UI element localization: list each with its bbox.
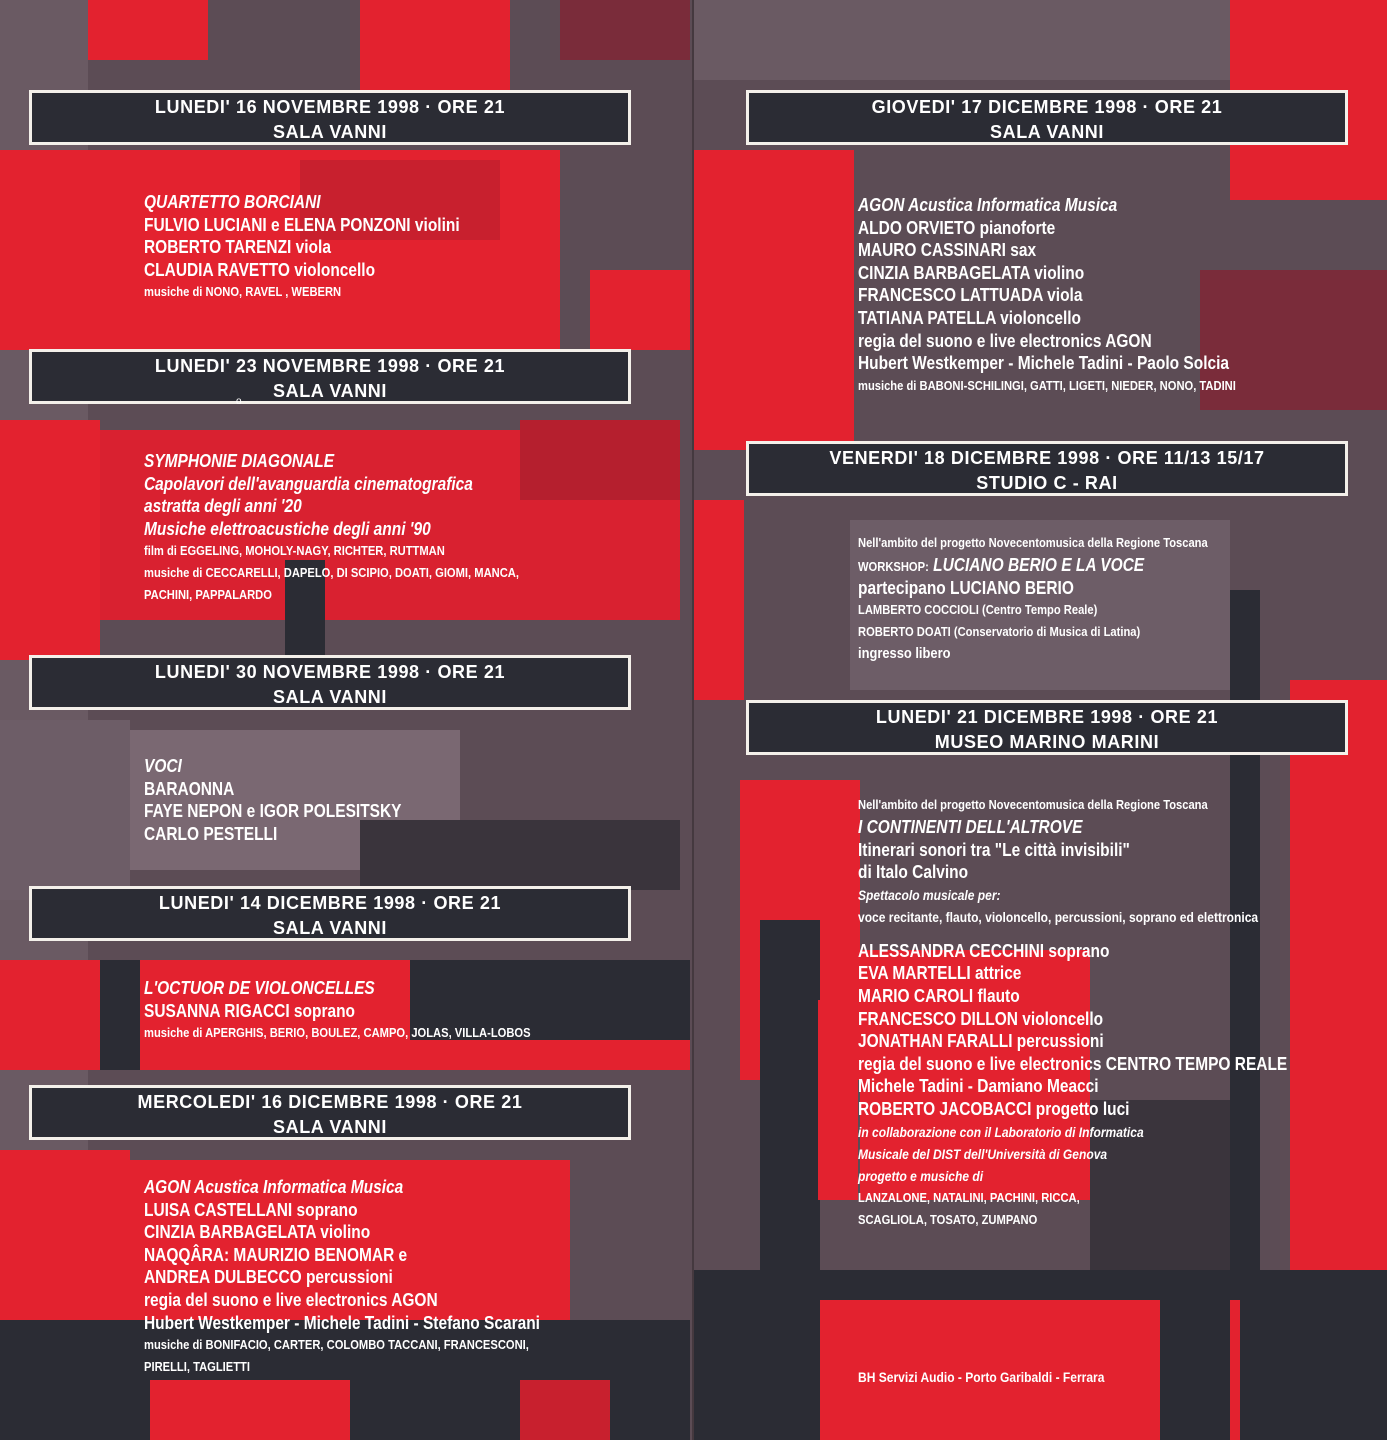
performer-line: CINZIA BARBAGELATA violino — [858, 262, 1085, 283]
header-date: LUNEDI' 16 NOVEMBRE 1998 · ORE 21 — [154, 97, 506, 117]
footer-text: BH Servizi Audio - Porto Garibaldi - Ferrara — [858, 1369, 1105, 1385]
footer-credit — [858, 1366, 1145, 1388]
stray-mark: o — [236, 396, 242, 407]
event-title: SYMPHONIE DIAGONALE — [144, 451, 335, 471]
performer-line: CARLO PESTELLI — [144, 823, 278, 844]
performer-line: EVA MARTELLI attrice — [858, 963, 1022, 984]
performer-line: ANDREA DULBECCO percussioni — [144, 1267, 393, 1288]
event-title: I CONTINENTI DELL'ALTROVE — [858, 817, 1083, 837]
participants-line: partecipano LUCIANO BERIO — [858, 577, 1074, 598]
event-title: L'OCTUOR DE VIOLONCELLES — [144, 978, 375, 998]
music-credits: PACHINI, PAPPALARDO — [144, 587, 272, 603]
event-title: QUARTETTO BORCIANI — [144, 192, 321, 212]
performer-line: JONATHAN FARALLI percussioni — [858, 1031, 1104, 1052]
header-venue: SALA VANNI — [273, 687, 387, 707]
participant-line: ROBERTO DOATI (Conservatorio di Musica di Latina) — [858, 624, 1141, 640]
header-date: LUNEDI' 21 DICEMBRE 1998 · ORE 21 — [875, 707, 1219, 727]
event-header-16-nov — [29, 90, 631, 145]
workshop-title: LUCIANO BERIO E LA VOCE — [933, 555, 1145, 575]
event-title: AGON Acustica Informatica Musica — [144, 1177, 404, 1197]
performer-line: regia del suono e live electronics AGON — [858, 330, 1152, 351]
event-header-21-dic — [746, 700, 1348, 755]
music-credits: musiche di CECCARELLI, DAPELO, DI SCIPIO, DOATI, GIOMI, MANCA, — [144, 565, 519, 581]
performer-line: FULVIO LUCIANI e ELENA PONZONI violini — [144, 214, 460, 235]
subtitle-line: Itinerari sonori tra "Le città invisibili" — [858, 839, 1130, 860]
performer-line: LUISA CASTELLANI soprano — [144, 1199, 358, 1220]
performer-line: SUSANNA RIGACCI soprano — [144, 1000, 356, 1021]
show-description: Spettacolo musicale per: — [858, 886, 1001, 903]
instrumentation: voce recitante, flauto, violoncello, percussioni, soprano ed elettronica — [858, 908, 1259, 925]
composers-label: progetto e musiche di — [858, 1167, 984, 1184]
event-details-17-dic — [858, 194, 1297, 397]
project-note: Nell'ambito del progetto Novecentomusica della Regione Toscana — [858, 535, 1208, 550]
performer-line: CLAUDIA RAVETTO violoncello — [144, 259, 376, 280]
workshop-label: WORKSHOP: — [858, 559, 929, 574]
performer-line: FAYE NEPON e IGOR POLESITSKY — [144, 801, 402, 822]
header-date: MERCOLEDI' 16 DICEMBRE 1998 · ORE 21 — [137, 1092, 523, 1112]
composers-list: LANZALONE, NATALINI, PACHINI, RICCA, — [858, 1189, 1080, 1205]
performer-line: ALDO ORVIETO pianoforte — [858, 217, 1056, 238]
header-venue: SALA VANNI — [273, 381, 387, 401]
workshop-line — [858, 554, 1208, 577]
header-venue: MUSEO MARINO MARINI — [934, 732, 1160, 752]
film-credits: film di EGGELING, MOHOLY-NAGY, RICHTER, RUTTMAN — [144, 543, 445, 559]
event-header-30-nov — [29, 655, 631, 710]
performer-line: FRANCESCO DILLON violoncello — [858, 1008, 1104, 1029]
performer-line: ROBERTO JACOBACCI progetto luci — [858, 1098, 1130, 1119]
event-header-16-dic — [29, 1085, 631, 1140]
performer-line: MAURO CASSINARI sax — [858, 240, 1037, 261]
subtitle-line: astratta degli anni '20 — [144, 496, 302, 517]
performer-line: Hubert Westkemper - Michele Tadini - Paolo Solcia — [858, 353, 1230, 374]
music-credits: musiche di BONIFACIO, CARTER, COLOMBO TACCANI, FRANCESCONI, — [144, 1337, 529, 1353]
event-details-16-nov — [144, 191, 511, 303]
performer-line: Michele Tadini - Damiano Meacci — [858, 1076, 1099, 1097]
performer-line: NAQQÂRA: MAURIZIO BENOMAR e — [144, 1244, 408, 1265]
subtitle-line: Capolavori dell'avanguardia cinematografica — [144, 473, 473, 494]
event-header-23-nov — [29, 349, 631, 404]
participant-line: LAMBERTO COCCIOLI (Centro Tempo Reale) — [858, 602, 1098, 618]
performer-line: regia del suono e live electronics AGON — [144, 1289, 438, 1310]
project-note: Nell'ambito del progetto Novecentomusica della Regione Toscana — [858, 797, 1208, 812]
event-header-17-dic — [746, 90, 1348, 145]
fold-line — [692, 0, 694, 1440]
header-date: VENERDI' 18 DICEMBRE 1998 · ORE 11/13 15/17 — [829, 448, 1265, 468]
header-date: GIOVEDI' 17 DICEMBRE 1998 · ORE 21 — [871, 97, 1223, 117]
event-header-14-dic — [29, 886, 631, 941]
subtitle-line: Musiche elettroacustiche degli anni '90 — [144, 518, 431, 539]
header-date: LUNEDI' 30 NOVEMBRE 1998 · ORE 21 — [154, 662, 506, 682]
event-details-16-dic — [144, 1176, 604, 1378]
collaboration-note: Musicale del DIST dell'Università di Genova — [858, 1145, 1108, 1162]
performer-line: FRANCESCO LATTUADA viola — [858, 285, 1083, 306]
event-details-18-dic — [858, 532, 1265, 665]
event-details-14-dic — [144, 977, 594, 1044]
performer-line: TATIANA PATELLA violoncello — [858, 307, 1082, 328]
event-title: VOCI — [144, 756, 182, 776]
event-details-21-dic — [858, 794, 1357, 1231]
event-header-18-dic — [746, 441, 1348, 496]
header-venue: SALA VANNI — [990, 122, 1104, 142]
header-date: LUNEDI' 23 NOVEMBRE 1998 · ORE 21 — [154, 356, 506, 376]
collaboration-note: in collaborazione con il Laboratorio di Informatica — [858, 1123, 1144, 1140]
composers-list: SCAGLIOLA, TOSATO, ZUMPANO — [858, 1211, 1038, 1227]
music-credits: musiche di APERGHIS, BERIO, BOULEZ, CAMPO, JOLAS, VILLA-LOBOS — [144, 1025, 531, 1041]
event-details-23-nov — [144, 450, 580, 606]
event-details-30-nov — [144, 755, 443, 845]
performer-line: CINZIA BARBAGELATA violino — [144, 1222, 371, 1243]
header-venue: SALA VANNI — [273, 122, 387, 142]
music-credits: musiche di BABONI-SCHILINGI, GATTI, LIGETI, NIEDER, NONO, TADINI — [858, 377, 1236, 393]
performer-line: BARAONNA — [144, 778, 235, 799]
event-title: AGON Acustica Informatica Musica — [858, 195, 1118, 215]
header-date: LUNEDI' 14 DICEMBRE 1998 · ORE 21 — [158, 893, 502, 913]
header-venue: STUDIO C - RAI — [976, 473, 1118, 493]
performer-line: ALESSANDRA CECCHINI soprano — [858, 940, 1110, 961]
performer-line: Hubert Westkemper - Michele Tadini - Stefano Scarani — [144, 1312, 540, 1333]
performer-line: MARIO CAROLI flauto — [858, 985, 1020, 1006]
subtitle-line: di Italo Calvino — [858, 862, 969, 883]
performer-line: regia del suono e live electronics CENTRO TEMPO REALE — [858, 1053, 1288, 1074]
performer-line: ROBERTO TARENZI viola — [144, 237, 331, 258]
music-credits: musiche di NONO, RAVEL , WEBERN — [144, 284, 342, 300]
music-credits: PIRELLI, TAGLIETTI — [144, 1359, 251, 1375]
header-venue: SALA VANNI — [273, 1117, 387, 1137]
free-entry: ingresso libero — [858, 645, 951, 663]
header-venue: SALA VANNI — [273, 918, 387, 938]
